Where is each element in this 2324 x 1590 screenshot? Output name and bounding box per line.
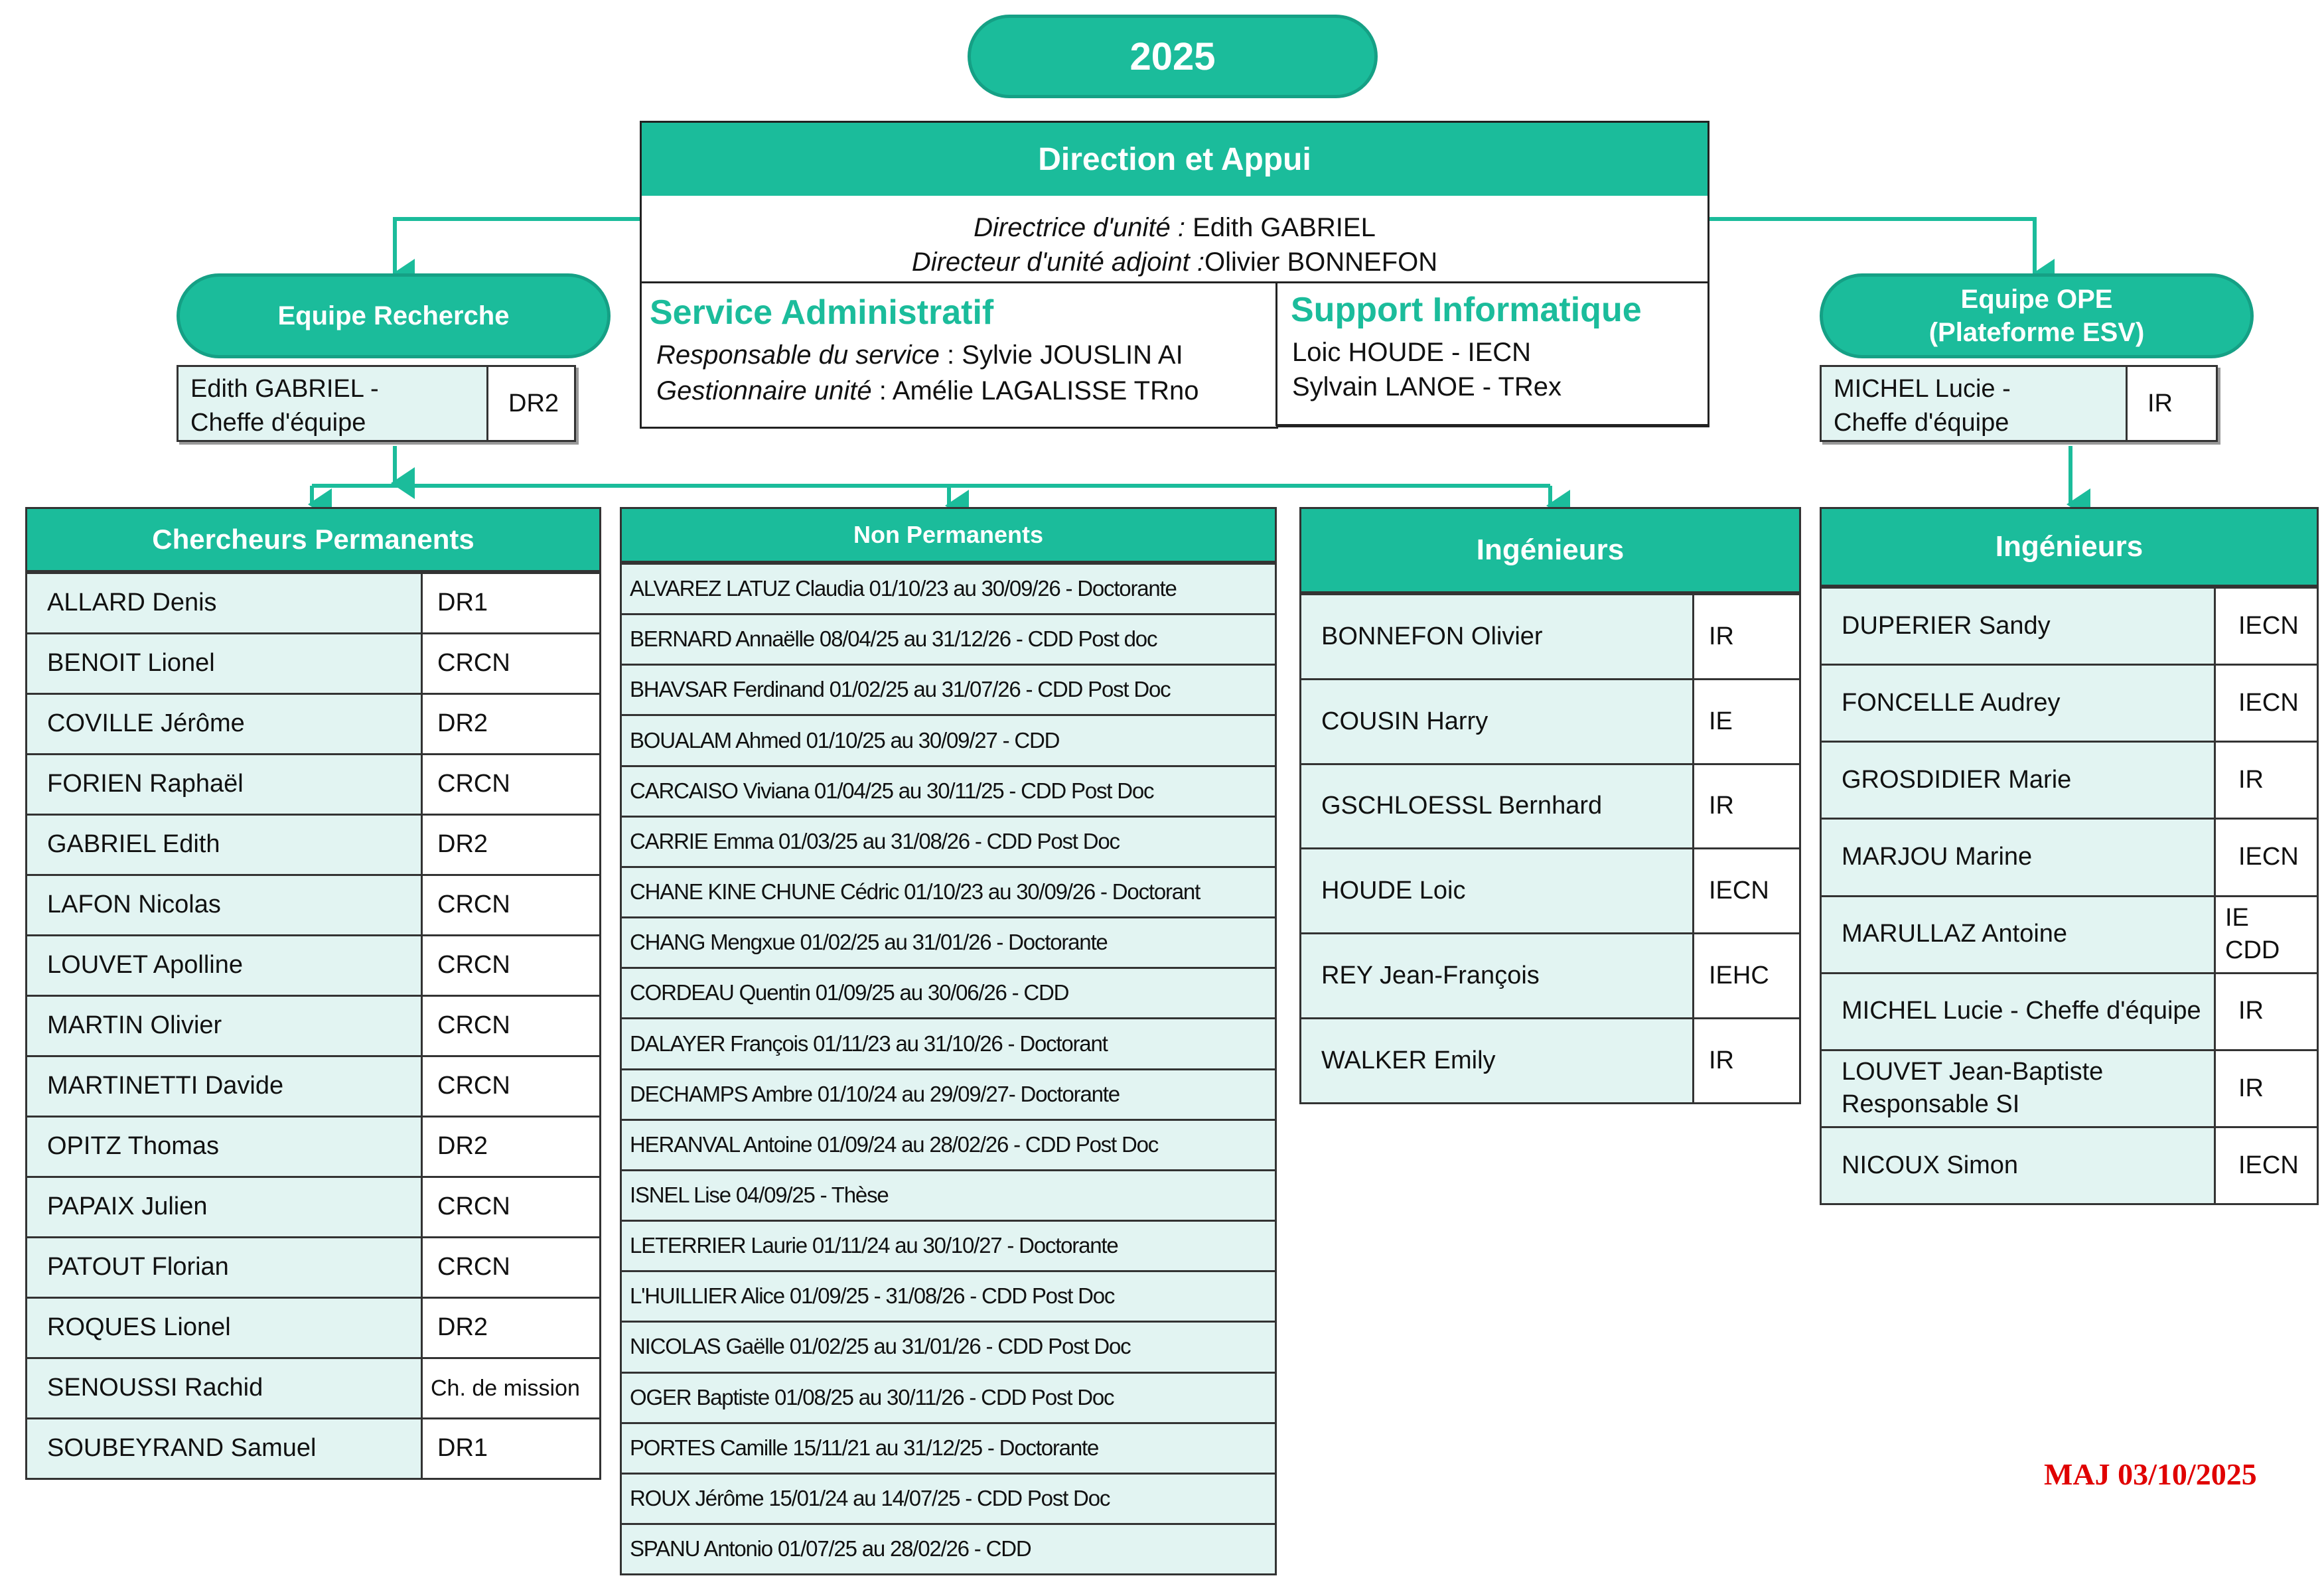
member-grade: IE CDD [2225,903,2280,965]
table-row [622,816,1275,866]
equipe-recherche-pill [177,273,611,358]
table-row [622,967,1275,1017]
chercheurs-table [25,507,601,1480]
member-name: OGER Baptiste 01/08/25 au 30/11/26 - CDD Post Doc [622,1374,1275,1422]
member-name: BONNEFON Olivier [1301,595,1694,678]
member-name: COUSIN Harry [1301,680,1694,763]
member-name: LAFON Nicolas [27,876,423,934]
ingenieurs-ope-title: Ingénieurs [1822,509,2317,587]
member-grade: CRCN [437,770,510,798]
table-row [622,1119,1275,1169]
member-grade: CRCN [437,1253,510,1281]
member-name: MARULLAZ Antoine [1822,897,2216,972]
member-grade: DR2 [437,830,488,859]
member-name: BERNARD Annaëlle 08/04/25 au 31/12/26 - CDD Post doc [622,615,1275,664]
table-row [622,1372,1275,1422]
service-admin-resp-label: Responsable du service [656,340,940,370]
member-grade: IR [2238,1074,2264,1102]
table-row [27,1116,599,1176]
table-row [27,874,599,934]
service-admin-resp-value: : Sylvie JOUSLIN AI [939,340,1183,370]
member-name: MARTINETTI Davide [27,1057,423,1116]
member-name: HOUDE Loic [1301,849,1694,932]
member-grade: IR [1709,1046,1734,1074]
table-row [622,1169,1275,1220]
table-row [1301,932,1799,1017]
table-row [1822,1049,2317,1126]
table-row [27,1055,599,1116]
equipe-ope-leader-grade: IR [2147,389,2173,417]
member-name: CORDEAU Quentin 01/09/25 au 30/06/26 - CDD [622,969,1275,1017]
table-row [27,1236,599,1297]
equipe-ope-leader-line-2: Cheffe d'équipe [1834,409,2009,437]
table-row [622,1523,1275,1573]
member-name: CARRIE Emma 01/03/25 au 31/08/26 - CDD Post Doc [622,818,1275,866]
member-name: BOUALAM Ahmed 01/10/25 au 30/09/27 - CDD [622,716,1275,764]
member-grade: IR [2238,997,2264,1025]
table-row [622,765,1275,816]
table-row [27,995,599,1055]
support-info-line-2: Sylvain LANOE - TRex [1292,372,1562,401]
member-grade: DR2 [437,1313,488,1342]
non-permanents-title: Non Permanents [622,509,1275,563]
table-row [27,1357,599,1417]
table-row [622,1473,1275,1523]
member-name: NICOUX Simon [1822,1128,2216,1203]
support-info-title: Support Informatique [1291,291,1642,329]
member-name: BENOIT Lionel [27,634,423,693]
member-grade: IECN [2238,611,2299,640]
member-grade: IE [1709,707,1733,735]
directrice-line [642,213,1707,243]
table-row [27,1297,599,1357]
table-row [1822,587,2317,664]
ingenieurs-ope-table [1820,507,2319,1205]
member-name: MICHEL Lucie - Cheffe d'équipe [1822,974,2216,1049]
member-grade: CRCN [437,1011,510,1040]
equipe-recherche-leader-line-1: Edith GABRIEL - [190,375,379,403]
table-row [1822,972,2317,1049]
member-name: ROQUES Lionel [27,1299,423,1357]
member-name: GSCHLOESSL Bernhard [1301,765,1694,848]
equipe-recherche-leader [177,365,576,442]
table-row [622,1068,1275,1119]
table-row [622,714,1275,764]
member-grade: CRCN [437,1192,510,1221]
table-row [1822,1126,2317,1203]
member-name: ISNEL Lise 04/09/25 - Thèse [622,1171,1275,1220]
equipe-recherche-leader-grade: DR2 [508,389,559,417]
member-name: OPITZ Thomas [27,1118,423,1176]
member-grade: IEHC [1709,962,1769,990]
service-admin-resp [656,340,1183,370]
table-row [27,814,599,874]
member-name: LOUVET Jean-Baptiste Responsable SI [1822,1051,2216,1126]
member-grade: CRCN [437,891,510,919]
directrice-label: Directrice d'unité : [974,213,1186,242]
maj-date: MAJ 03/10/2025 [2044,1457,2257,1491]
member-name: WALKER Emily [1301,1019,1694,1102]
member-grade: DR2 [437,1132,488,1161]
table-row [1822,818,2317,895]
table-row [1301,847,1799,932]
member-name: PORTES Camille 15/11/21 au 31/12/25 - Doctorante [622,1424,1275,1473]
member-name: CHANE KINE CHUNE Cédric 01/10/23 au 30/09/26 - Doctorant [622,868,1275,916]
equipe-recherche-leader-name [179,367,488,440]
table-row [27,1176,599,1236]
member-grade: IECN [2238,843,2299,871]
member-grade: IR [1709,622,1734,650]
table-row [27,934,599,995]
member-name: ALVAREZ LATUZ Claudia 01/10/23 au 30/09/26 - Doctorante [622,565,1275,613]
member-grade: DR1 [437,1434,488,1463]
service-admin-gest-value: : Amélie LAGALISSE TRno [871,376,1199,405]
table-row [622,664,1275,714]
member-name: DUPERIER Sandy [1822,589,2216,664]
member-name: PATOUT Florian [27,1238,423,1297]
support-info-line-1: Loic HOUDE - IECN [1292,338,1532,367]
table-row [1822,741,2317,818]
ingenieurs-recherche-title: Ingénieurs [1301,509,1799,593]
member-name: SENOUSSI Rachid [27,1359,423,1417]
table-row [622,1321,1275,1371]
table-row [1301,1017,1799,1102]
ingenieurs-recherche-table [1299,507,1801,1104]
table-row [27,632,599,693]
chercheurs-title: Chercheurs Permanents [27,509,599,572]
equipe-ope-leader [1820,365,2218,442]
member-grade: CRCN [437,951,510,979]
year-badge: 2025 [968,15,1378,98]
member-name: COVILLE Jérôme [27,695,423,753]
table-row [622,1220,1275,1270]
table-row [622,1270,1275,1321]
member-grade: IECN [2238,688,2299,717]
service-admin-title: Service Administratif [650,293,994,332]
table-row [1822,895,2317,972]
support-info-box [1275,281,1709,426]
member-grade: IR [2238,766,2264,794]
service-admin-box [640,281,1278,429]
member-name: GROSDIDIER Marie [1822,743,2216,818]
member-name: SOUBEYRAND Samuel [27,1419,423,1478]
member-name: ROUX Jérôme 15/01/24 au 14/07/25 - CDD Post Doc [622,1475,1275,1523]
table-row [27,1417,599,1478]
member-name: LOUVET Apolline [27,936,423,995]
member-name: MARJOU Marine [1822,820,2216,895]
member-name: BHAVSAR Ferdinand 01/02/25 au 31/07/26 - CDD Post Doc [622,666,1275,714]
member-name: HERANVAL Antoine 01/09/24 au 28/02/26 - CDD Post Doc [622,1121,1275,1169]
table-row [622,916,1275,967]
member-grade: IECN [1709,877,1769,905]
member-name: REY Jean-François [1301,934,1694,1017]
service-admin-gest-label: Gestionnaire unité [656,376,872,405]
table-row [27,572,599,632]
equipe-ope-pill [1820,273,2254,358]
member-grade: DR2 [437,709,488,738]
table-row [622,613,1275,664]
member-name: FORIEN Raphaël [27,755,423,814]
table-row [1301,678,1799,763]
member-grade: IECN [2238,1151,2299,1179]
adjoint-label: Directeur d'unité adjoint : [911,248,1205,277]
member-grade: DR1 [437,589,488,617]
equipe-ope-title-1: Equipe OPE [1960,285,2113,314]
member-grade: CRCN [437,1072,510,1100]
member-name: CHANG Mengxue 01/02/25 au 31/01/26 - Doctorante [622,918,1275,967]
equipe-ope-leader-name [1822,367,2128,440]
member-name: PAPAIX Julien [27,1178,423,1236]
member-name: LETERRIER Laurie 01/11/24 au 30/10/27 - Doctorante [622,1222,1275,1270]
equipe-recherche-leader-line-2: Cheffe d'équipe [190,409,366,437]
adjoint-line [642,248,1707,277]
member-name: ALLARD Denis [27,574,423,632]
table-row [622,866,1275,916]
member-name: CARCAISO Viviana 01/04/25 au 30/11/25 - CDD Post Doc [622,767,1275,816]
table-row [622,1017,1275,1068]
member-grade: CRCN [437,649,510,678]
directrice-value: Edith GABRIEL [1185,213,1376,242]
member-name: MARTIN Olivier [27,997,423,1055]
table-row [1301,763,1799,848]
table-row [27,693,599,753]
member-name: GABRIEL Edith [27,816,423,874]
table-row [1301,593,1799,678]
equipe-recherche-title: Equipe Recherche [277,301,510,330]
table-row [622,1422,1275,1473]
member-grade: Ch. de mission [431,1375,580,1401]
member-name: L'HUILLIER Alice 01/09/25 - 31/08/26 - CDD Post Doc [622,1272,1275,1321]
member-name: NICOLAS Gaëlle 01/02/25 au 31/01/26 - CDD Post Doc [622,1323,1275,1371]
table-row [27,753,599,814]
member-name: DECHAMPS Ambre 01/10/24 au 29/09/27- Doctorante [622,1070,1275,1119]
equipe-ope-leader-line-1: MICHEL Lucie - [1834,375,2011,403]
member-name: SPANU Antonio 01/07/25 au 28/02/26 - CDD [622,1525,1275,1573]
equipe-ope-title-2: (Plateforme ESV) [1928,318,2145,347]
adjoint-value: Olivier BONNEFON [1204,248,1438,277]
member-name: DALAYER François 01/11/23 au 31/10/26 - Doctorant [622,1019,1275,1068]
direction-title: Direction et Appui [642,123,1707,196]
non-permanents-table [620,507,1277,1575]
table-row [622,563,1275,613]
member-grade: IR [1709,792,1734,820]
service-admin-gest [656,376,1199,406]
table-row [1822,664,2317,741]
member-name: FONCELLE Audrey [1822,666,2216,741]
